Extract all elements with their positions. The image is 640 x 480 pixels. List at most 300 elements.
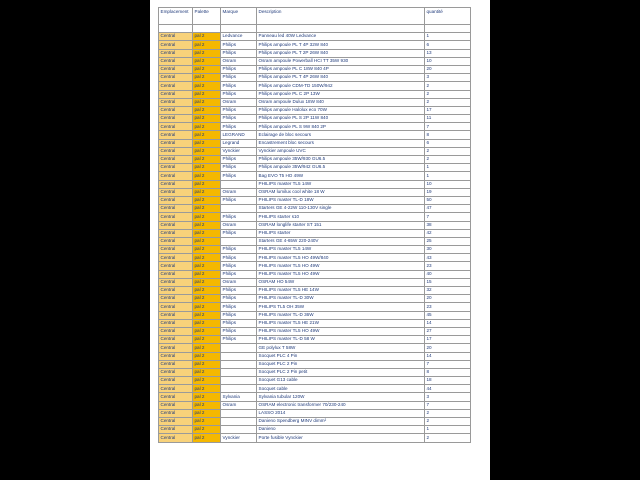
table-row xyxy=(159,229,471,237)
table-row xyxy=(159,156,471,164)
cell-quantite: 38 xyxy=(425,221,471,229)
table-row xyxy=(159,205,471,213)
cell-marque: Philips xyxy=(221,65,257,73)
cell-marque: Philips xyxy=(221,295,257,303)
table-row xyxy=(159,41,471,49)
table-row xyxy=(159,319,471,327)
cell-quantite: 1 xyxy=(425,172,471,180)
cell-quantite: 11 xyxy=(425,115,471,123)
cell-emplacement: Central xyxy=(159,352,193,360)
cell-quantite: 47 xyxy=(425,205,471,213)
cell-palette: pal 2 xyxy=(193,377,221,385)
table-row xyxy=(159,278,471,286)
table-row xyxy=(159,33,471,41)
cell-quantite: 2 xyxy=(425,434,471,442)
cell-emplacement: Central xyxy=(159,319,193,327)
cell-emplacement: Central xyxy=(159,106,193,114)
cell-quantite: 44 xyxy=(425,385,471,393)
cell-quantite: 23 xyxy=(425,262,471,270)
cell-marque: Philips xyxy=(221,196,257,204)
cell-marque: Philips xyxy=(221,311,257,319)
table-row xyxy=(159,106,471,114)
cell-palette: pal 2 xyxy=(193,33,221,41)
cell-quantite: 2 xyxy=(425,418,471,426)
cell-palette: pal 2 xyxy=(193,229,221,237)
cell-emplacement: Central xyxy=(159,98,193,106)
table-row xyxy=(159,287,471,295)
table-row xyxy=(159,115,471,123)
table-row xyxy=(159,434,471,442)
table-row xyxy=(159,418,471,426)
cell-marque: Osram xyxy=(221,221,257,229)
blank-row xyxy=(159,25,471,33)
table-row xyxy=(159,262,471,270)
cell-description: Philips ampoule CDM-TD 150W/942 xyxy=(257,82,425,90)
table-row xyxy=(159,336,471,344)
cell-marque xyxy=(221,385,257,393)
cell-quantite: 15 xyxy=(425,278,471,286)
cell-emplacement: Central xyxy=(159,336,193,344)
cell-palette: pal 2 xyxy=(193,90,221,98)
cell-quantite: 32 xyxy=(425,287,471,295)
cell-quantite: 2 xyxy=(425,409,471,417)
cell-description: Porte fusible Vynckier xyxy=(257,434,425,442)
cell-palette: pal 2 xyxy=(193,311,221,319)
cell-quantite: 20 xyxy=(425,65,471,73)
table-row xyxy=(159,368,471,376)
table-row xyxy=(159,164,471,172)
cell-quantite: 1 xyxy=(425,33,471,41)
cell-description: PHILIPS master TL-D 18W xyxy=(257,196,425,204)
cell-emplacement: Central xyxy=(159,221,193,229)
cell-palette: pal 2 xyxy=(193,418,221,426)
cell-palette: pal 2 xyxy=(193,295,221,303)
cell-emplacement: Central xyxy=(159,180,193,188)
cell-quantite: 50 xyxy=(425,196,471,204)
cell-marque: Philips xyxy=(221,115,257,123)
cell-marque xyxy=(221,180,257,188)
cell-palette: pal 2 xyxy=(193,82,221,90)
cell-palette: pal 2 xyxy=(193,270,221,278)
cell-marque: Osram xyxy=(221,401,257,409)
cell-description: Osram ampoule Powerball HCI TT 35W 930 xyxy=(257,57,425,65)
cell-marque: Vynckier xyxy=(221,434,257,442)
table-row xyxy=(159,196,471,204)
cell-palette: pal 2 xyxy=(193,426,221,434)
cell-description: Philips ampoule PL S 9W 840 2P xyxy=(257,123,425,131)
cell-emplacement: Central xyxy=(159,262,193,270)
cell-emplacement: Central xyxy=(159,278,193,286)
cell-marque: LEGRAND xyxy=(221,131,257,139)
cell-marque: Osram xyxy=(221,57,257,65)
cell-description: PHILIPS master TL5 14W xyxy=(257,180,425,188)
cell-emplacement: Central xyxy=(159,33,193,41)
cell-description: Panneau led 40W Ledvance xyxy=(257,33,425,41)
table-row xyxy=(159,172,471,180)
cell-emplacement: Central xyxy=(159,74,193,82)
cell-description: Philips ampoule PL C 18W 840 4P xyxy=(257,65,425,73)
cell-marque: Osram xyxy=(221,278,257,286)
table-row xyxy=(159,327,471,335)
cell-quantite: 2 xyxy=(425,90,471,98)
cell-palette: pal 2 xyxy=(193,147,221,155)
cell-palette: pal 2 xyxy=(193,115,221,123)
cell-emplacement: Central xyxy=(159,303,193,311)
cell-marque xyxy=(221,409,257,417)
cell-palette: pal 2 xyxy=(193,131,221,139)
cell-palette: pal 2 xyxy=(193,246,221,254)
table-row xyxy=(159,270,471,278)
cell-palette: pal 2 xyxy=(193,98,221,106)
table-row xyxy=(159,74,471,82)
cell-emplacement: Central xyxy=(159,188,193,196)
cell-marque: Philips xyxy=(221,82,257,90)
table-row xyxy=(159,180,471,188)
cell-palette: pal 2 xyxy=(193,327,221,335)
table-row xyxy=(159,393,471,401)
cell-palette: pal 2 xyxy=(193,196,221,204)
cell-emplacement: Central xyxy=(159,205,193,213)
cell-description: Philips ampoule PL T 4P 26W 840 xyxy=(257,74,425,82)
table-row xyxy=(159,82,471,90)
cell-quantite: 7 xyxy=(425,360,471,368)
cell-marque xyxy=(221,344,257,352)
cell-emplacement: Central xyxy=(159,229,193,237)
cell-marque: Philips xyxy=(221,262,257,270)
cell-emplacement: Central xyxy=(159,57,193,65)
cell-description: Sylvania tubular 120W xyxy=(257,393,425,401)
cell-emplacement: Central xyxy=(159,147,193,155)
cell-description: Osram ampoule Dulux 18W 840 xyxy=(257,98,425,106)
cell-description: PHILIPS master TL5 HO 49W/840 xyxy=(257,254,425,262)
cell-emplacement: Central xyxy=(159,409,193,417)
cell-description: PHILIPS master TL-D 36W xyxy=(257,311,425,319)
cell-palette: pal 2 xyxy=(193,352,221,360)
cell-emplacement: Central xyxy=(159,82,193,90)
cell-marque: Ledvance xyxy=(221,33,257,41)
cell-marque: Philips xyxy=(221,156,257,164)
cell-marque: Philips xyxy=(221,164,257,172)
cell-quantite: 7 xyxy=(425,123,471,131)
cell-palette: pal 2 xyxy=(193,409,221,417)
cell-emplacement: Central xyxy=(159,270,193,278)
table-row xyxy=(159,237,471,245)
cell-quantite: 27 xyxy=(425,327,471,335)
cell-palette: pal 2 xyxy=(193,49,221,57)
cell-emplacement: Central xyxy=(159,139,193,147)
cell-palette: pal 2 xyxy=(193,262,221,270)
cell-quantite: 23 xyxy=(425,303,471,311)
cell-description: Starters GE 4-65W 220-240V xyxy=(257,237,425,245)
cell-description: Philips ampoule PL S 2P 11W 840 xyxy=(257,115,425,123)
header-description: Description xyxy=(257,8,425,25)
table-row xyxy=(159,295,471,303)
cell-quantite: 8 xyxy=(425,368,471,376)
header-marque: Marque xyxy=(221,8,257,25)
cell-palette: pal 2 xyxy=(193,180,221,188)
cell-quantite: 17 xyxy=(425,336,471,344)
cell-marque: Philips xyxy=(221,229,257,237)
cell-marque xyxy=(221,352,257,360)
cell-quantite: 20 xyxy=(425,344,471,352)
cell-marque: Philips xyxy=(221,254,257,262)
cell-marque: Osram xyxy=(221,188,257,196)
cell-palette: pal 2 xyxy=(193,401,221,409)
table-row xyxy=(159,213,471,221)
cell-description: Philips ampoule PL C 2P 13W xyxy=(257,90,425,98)
table-row xyxy=(159,401,471,409)
cell-emplacement: Central xyxy=(159,196,193,204)
cell-description: PHILIPS master TL-D 58 W xyxy=(257,336,425,344)
cell-emplacement: Central xyxy=(159,49,193,57)
cell-quantite: 3 xyxy=(425,74,471,82)
cell-description: PHILIPS starter s10 xyxy=(257,213,425,221)
cell-emplacement: Central xyxy=(159,360,193,368)
table-row xyxy=(159,409,471,417)
cell-palette: pal 2 xyxy=(193,123,221,131)
cell-emplacement: Central xyxy=(159,287,193,295)
cell-marque: Osram xyxy=(221,98,257,106)
cell-palette: pal 2 xyxy=(193,385,221,393)
cell-description: GE polylux T 58W xyxy=(257,344,425,352)
cell-emplacement: Central xyxy=(159,368,193,376)
cell-quantite: 19 xyxy=(425,188,471,196)
cell-marque: Philips xyxy=(221,303,257,311)
cell-quantite: 6 xyxy=(425,41,471,49)
cell-quantite: 3 xyxy=(425,393,471,401)
cell-palette: pal 2 xyxy=(193,57,221,65)
cell-description: OSRAM longlife starter ST 151 xyxy=(257,221,425,229)
cell-palette: pal 2 xyxy=(193,74,221,82)
cell-marque xyxy=(221,368,257,376)
cell-emplacement: Central xyxy=(159,131,193,139)
cell-quantite: 10 xyxy=(425,180,471,188)
cell-marque: Sylvania xyxy=(221,393,257,401)
cell-emplacement: Central xyxy=(159,213,193,221)
table-row xyxy=(159,360,471,368)
cell-quantite: 40 xyxy=(425,270,471,278)
cell-marque: Philips xyxy=(221,327,257,335)
table-row xyxy=(159,98,471,106)
table-row xyxy=(159,426,471,434)
cell-description: Encastrement bloc secours xyxy=(257,139,425,147)
cell-emplacement: Central xyxy=(159,344,193,352)
cell-palette: pal 2 xyxy=(193,254,221,262)
cell-quantite: 25 xyxy=(425,237,471,245)
cell-marque: Philips xyxy=(221,49,257,57)
cell-description: Eclairage de bloc secours xyxy=(257,131,425,139)
cell-emplacement: Central xyxy=(159,254,193,262)
cell-quantite: 42 xyxy=(425,229,471,237)
cell-description: PHILIPS master TL5 HO 49W xyxy=(257,270,425,278)
cell-emplacement: Central xyxy=(159,401,193,409)
cell-description: Socquet PLC 2 Pin xyxy=(257,360,425,368)
table-row xyxy=(159,57,471,65)
cell-palette: pal 2 xyxy=(193,434,221,442)
cell-description: Danieno Spendberg MINV dimm² xyxy=(257,418,425,426)
table-row xyxy=(159,303,471,311)
cell-emplacement: Central xyxy=(159,434,193,442)
cell-marque: Philips xyxy=(221,270,257,278)
cell-quantite: 18 xyxy=(425,377,471,385)
table-row xyxy=(159,352,471,360)
cell-description: Vynckier ampoule UVC xyxy=(257,147,425,155)
cell-quantite: 13 xyxy=(425,49,471,57)
cell-emplacement: Central xyxy=(159,385,193,393)
cell-description: Socquet G13 cable xyxy=(257,377,425,385)
cell-palette: pal 2 xyxy=(193,156,221,164)
cell-quantite: 1 xyxy=(425,164,471,172)
cell-quantite: 14 xyxy=(425,352,471,360)
cell-emplacement: Central xyxy=(159,123,193,131)
cell-quantite: 1 xyxy=(425,426,471,434)
cell-quantite: 43 xyxy=(425,254,471,262)
table-row xyxy=(159,188,471,196)
cell-marque: Philips xyxy=(221,90,257,98)
cell-emplacement: Central xyxy=(159,311,193,319)
cell-marque: Philips xyxy=(221,74,257,82)
cell-marque xyxy=(221,360,257,368)
cell-description: OSRAM lumilux cool white 18 W xyxy=(257,188,425,196)
cell-marque xyxy=(221,237,257,245)
table-row xyxy=(159,254,471,262)
cell-emplacement: Central xyxy=(159,90,193,98)
cell-description: Socquet PLC 2 Pin petit xyxy=(257,368,425,376)
cell-emplacement: Central xyxy=(159,246,193,254)
cell-palette: pal 2 xyxy=(193,287,221,295)
cell-quantite: 45 xyxy=(425,311,471,319)
header-palette: Palette xyxy=(193,8,221,25)
cell-description: Philips ampoule PL T 4P 32W 840 xyxy=(257,41,425,49)
cell-description: PHILIPS master TL5 14W xyxy=(257,246,425,254)
cell-quantite: 7 xyxy=(425,401,471,409)
cell-description: OSRAM HO 54W xyxy=(257,278,425,286)
cell-quantite: 6 xyxy=(425,139,471,147)
cell-emplacement: Central xyxy=(159,237,193,245)
cell-description: PHILIPS master TL-D 30W xyxy=(257,295,425,303)
cell-description: PHILIPS TL5 OH 35W xyxy=(257,303,425,311)
table-row xyxy=(159,147,471,155)
cell-palette: pal 2 xyxy=(193,393,221,401)
header-quantite: quantité xyxy=(425,8,471,25)
cell-marque: Philips xyxy=(221,287,257,295)
header-row xyxy=(159,8,471,25)
cell-quantite: 8 xyxy=(425,131,471,139)
table-row xyxy=(159,139,471,147)
cell-palette: pal 2 xyxy=(193,237,221,245)
cell-emplacement: Central xyxy=(159,426,193,434)
cell-palette: pal 2 xyxy=(193,221,221,229)
cell-emplacement: Central xyxy=(159,115,193,123)
cell-emplacement: Central xyxy=(159,41,193,49)
cell-description: PHILIPS master TL5 HE 14W xyxy=(257,287,425,295)
cell-palette: pal 2 xyxy=(193,319,221,327)
cell-marque xyxy=(221,418,257,426)
cell-marque: Philips xyxy=(221,106,257,114)
cell-description: PHILIPS master TL5 HO 49W xyxy=(257,262,425,270)
cell-palette: pal 2 xyxy=(193,205,221,213)
cell-palette: pal 2 xyxy=(193,139,221,147)
cell-description: Philips ampoule 35W/942 GU6.5 xyxy=(257,164,425,172)
table-row xyxy=(159,344,471,352)
table-row xyxy=(159,385,471,393)
cell-emplacement: Central xyxy=(159,418,193,426)
cell-marque: Philips xyxy=(221,213,257,221)
cell-palette: pal 2 xyxy=(193,278,221,286)
cell-quantite: 10 xyxy=(425,57,471,65)
cell-marque: Philips xyxy=(221,41,257,49)
cell-emplacement: Central xyxy=(159,295,193,303)
cell-marque: Vynckier xyxy=(221,147,257,155)
cell-palette: pal 2 xyxy=(193,106,221,114)
table-row xyxy=(159,123,471,131)
cell-palette: pal 2 xyxy=(193,188,221,196)
cell-emplacement: Central xyxy=(159,65,193,73)
cell-description: PHILIPS starter xyxy=(257,229,425,237)
cell-palette: pal 2 xyxy=(193,41,221,49)
cell-palette: pal 2 xyxy=(193,336,221,344)
table-row xyxy=(159,311,471,319)
cell-marque: Philips xyxy=(221,172,257,180)
cell-marque: Legrand xyxy=(221,139,257,147)
cell-palette: pal 2 xyxy=(193,360,221,368)
cell-quantite: 2 xyxy=(425,98,471,106)
cell-marque xyxy=(221,205,257,213)
cell-quantite: 17 xyxy=(425,106,471,114)
cell-palette: pal 2 xyxy=(193,344,221,352)
cell-description: PHILIPS master TL5 HO 49W xyxy=(257,327,425,335)
cell-emplacement: Central xyxy=(159,327,193,335)
cell-description: Starters GE 4-22W 110-130V single xyxy=(257,205,425,213)
inventory-table xyxy=(158,7,471,443)
cell-description: Philips ampoule PL T 2P 26W 840 xyxy=(257,49,425,57)
cell-marque: Philips xyxy=(221,246,257,254)
cell-description: Bag EVO T5 HO 49W xyxy=(257,172,425,180)
cell-marque: Philips xyxy=(221,336,257,344)
cell-marque xyxy=(221,426,257,434)
cell-quantite: 14 xyxy=(425,319,471,327)
cell-marque xyxy=(221,377,257,385)
cell-description: Danieno xyxy=(257,426,425,434)
table-row xyxy=(159,246,471,254)
cell-quantite: 2 xyxy=(425,82,471,90)
table-row xyxy=(159,131,471,139)
cell-emplacement: Central xyxy=(159,393,193,401)
table-row xyxy=(159,377,471,385)
cell-description: Philips ampoule Halolux eco 70W xyxy=(257,106,425,114)
cell-description: OSRAM electronic transformer 70/230-240 xyxy=(257,401,425,409)
cell-palette: pal 2 xyxy=(193,172,221,180)
header-emplacement: Emplacement xyxy=(159,8,193,25)
cell-marque: Philips xyxy=(221,319,257,327)
document-page xyxy=(150,0,490,480)
cell-description: PHILIPS master TL5 HE 21W xyxy=(257,319,425,327)
cell-quantite: 2 xyxy=(425,147,471,155)
cell-palette: pal 2 xyxy=(193,65,221,73)
cell-emplacement: Central xyxy=(159,164,193,172)
cell-emplacement: Central xyxy=(159,377,193,385)
cell-emplacement: Central xyxy=(159,156,193,164)
cell-palette: pal 2 xyxy=(193,368,221,376)
cell-description: LASSO 2014 xyxy=(257,409,425,417)
cell-quantite: 20 xyxy=(425,295,471,303)
cell-quantite: 30 xyxy=(425,246,471,254)
cell-palette: pal 2 xyxy=(193,303,221,311)
table-row xyxy=(159,65,471,73)
cell-quantite: 2 xyxy=(425,156,471,164)
table-row xyxy=(159,90,471,98)
cell-description: Socquet PLC 4 Pin xyxy=(257,352,425,360)
